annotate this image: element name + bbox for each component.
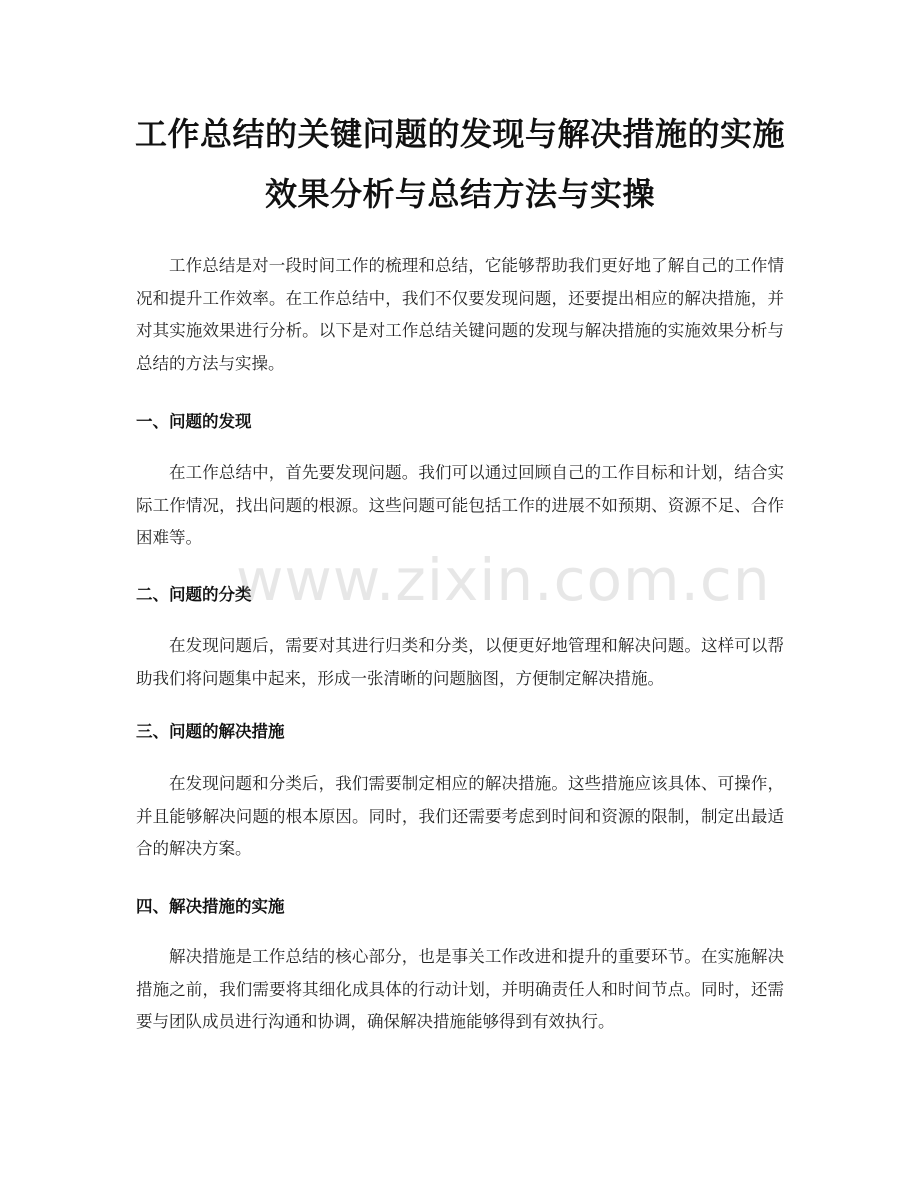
section-heading-1: 一、问题的发现 (136, 412, 252, 431)
intro-paragraph: 工作总结是对一段时间工作的梳理和总结，它能够帮助我们更好地了解自己的工作情况和提升工作效率。在工作总结中，我们不仅要发现问题，还要提出相应的解决措施，并对其实施效果进行分析。以下是对工作总结关键问题的发现与解决措施的实施效果分析与总结的方法与实操。 (136, 256, 784, 373)
section-body-1: 在工作总结中，首先要发现问题。我们可以通过回顾自己的工作目标和计划，结合实际工作情况，找出问题的根源。这些问题可能包括工作的进展不如预期、资源不足、合作困难等。 (136, 463, 784, 547)
section-heading-2: 二、问题的分类 (136, 585, 252, 604)
watermark: www.zixin.com.cn (236, 546, 771, 614)
section-body-3: 在发现问题和分类后，我们需要制定相应的解决措施。这些措施应该具体、可操作，并且能够解决问题的根本原因。同时，我们还需要考虑到时间和资源的限制，制定出最适合的解决方案。 (136, 774, 784, 858)
document-title: 工作总结的关键问题的发现与解决措施的实施效果分析与总结方法与实操 (134, 115, 785, 213)
section-heading-3: 三、问题的解决措施 (136, 722, 285, 741)
section-body-2: 在发现问题后，需要对其进行归类和分类，以便更好地管理和解决问题。这样可以帮助我们将问题集中起来，形成一张清晰的问题脑图，方便制定解决措施。 (136, 636, 784, 688)
section-body-4: 解决措施是工作总结的核心部分，也是事关工作改进和提升的重要环节。在实施解决措施之前，我们需要将其细化成具体的行动计划，并明确责任人和时间节点。同时，还需要与团队成员进行沟通和协调，确保解决措施能够得到有效执行。 (136, 947, 784, 1031)
section-heading-4: 四、解决措施的实施 (136, 897, 285, 916)
